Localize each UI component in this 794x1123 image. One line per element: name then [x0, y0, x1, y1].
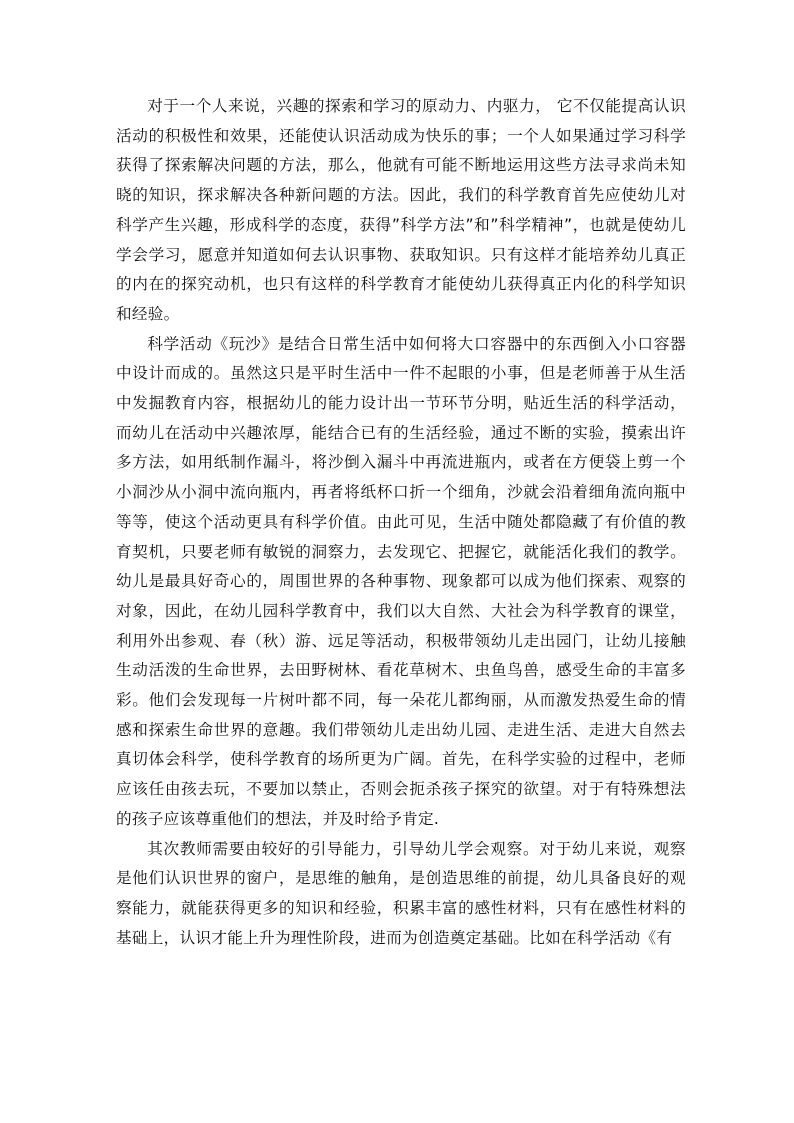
paragraph-sand-play-activity: 科学活动《玩沙》是结合日常生活中如何将大口容器中的东西倒入小口容器中设计而成的。虽然这只是平时生活中一件不起眼的小事，但是老师善于从生活中发掘教育内容，根据幼儿的能力设计出一节环节分明，贴近生活的科学活动，而幼儿在活动中兴趣浓厚，能结合已有的生活经验，通过不断的实验，摸索出许多方法，如用纸制作漏斗，将沙倒入漏斗中再流进瓶内，或者在方便袋上剪一个小洞沙从小洞中流向瓶内，再者将纸杯口折一个细角，沙就会沿着细角流向瓶中等等，使这个活动更具有科学价值。由此可见，生活中随处都隐藏了有价值的教育契机，只要老师有敏锐的洞察力，去发现它、把握它，就能活化我们的教学。幼儿是最具好奇心的，周围世界的各种事物、现象都可以成为他们探索、观察的对象，因此，在幼儿园科学教育中，我们以大自然、大社会为科学教育的课堂，利用外出参观、春（秋）游、远足等活动，积极带领幼儿走出园门，让幼儿接触生动活泼的生命世界，去田野树林、看花草树木、虫鱼鸟兽，感受生命的丰富多彩。他们会发现每一片树叶都不同，每一朵花儿都绚丽，从而激发热爱生命的情感和探索生命世界的意趣。我们带领幼儿走出幼儿园、走进生活、走进大自然去真切体会科学，使科学教育的场所更为广阔。首先，在科学实验的过程中，老师应该任由孩去玩，不要加以禁止，否则会扼杀孩子探究的欲望。对于有特殊想法的孩子应该尊重他们的想法，并及时给予肯定.: [116, 334, 686, 828]
paragraph-observation-guidance: 其次教师需要由较好的引导能力，引导幼儿学会观察。对于幼儿来说，观察是他们认识世界的窗户，是思维的触角，是创造思维的前提，幼儿具备良好的观察能力，就能获得更多的知识和经验，积累丰富的感性材料，只有在感性材料的基础上，认识才能上升为理性阶段，进而为创造奠定基础。比如在科学活动《有: [116, 839, 686, 947]
paragraph-interest-motivation: 对于一个人来说，兴趣的探索和学习的原动力、内驱力， 它不仅能提高认识活动的积极性和效果，还能使认识活动成为快乐的事；一个人如果通过学习科学获得了探索解决问题的方法，那么，他就有可能不断地运用这些方法寻求尚未知晓的知识，探求解决各种新问题的方法。因此，我们的科学教育首先应使幼儿对科学产生兴趣，形成科学的态度，获得”科学方法”和”科学精神”，也就是使幼儿学会学习，愿意并知道如何去认识事物、获取知识。只有这样才能培养幼儿真正的内在的探究动机，也只有这样的科学教育才能使幼儿获得真正内化的科学知识和经验。: [116, 97, 686, 323]
document-body: [116, 92, 686, 953]
